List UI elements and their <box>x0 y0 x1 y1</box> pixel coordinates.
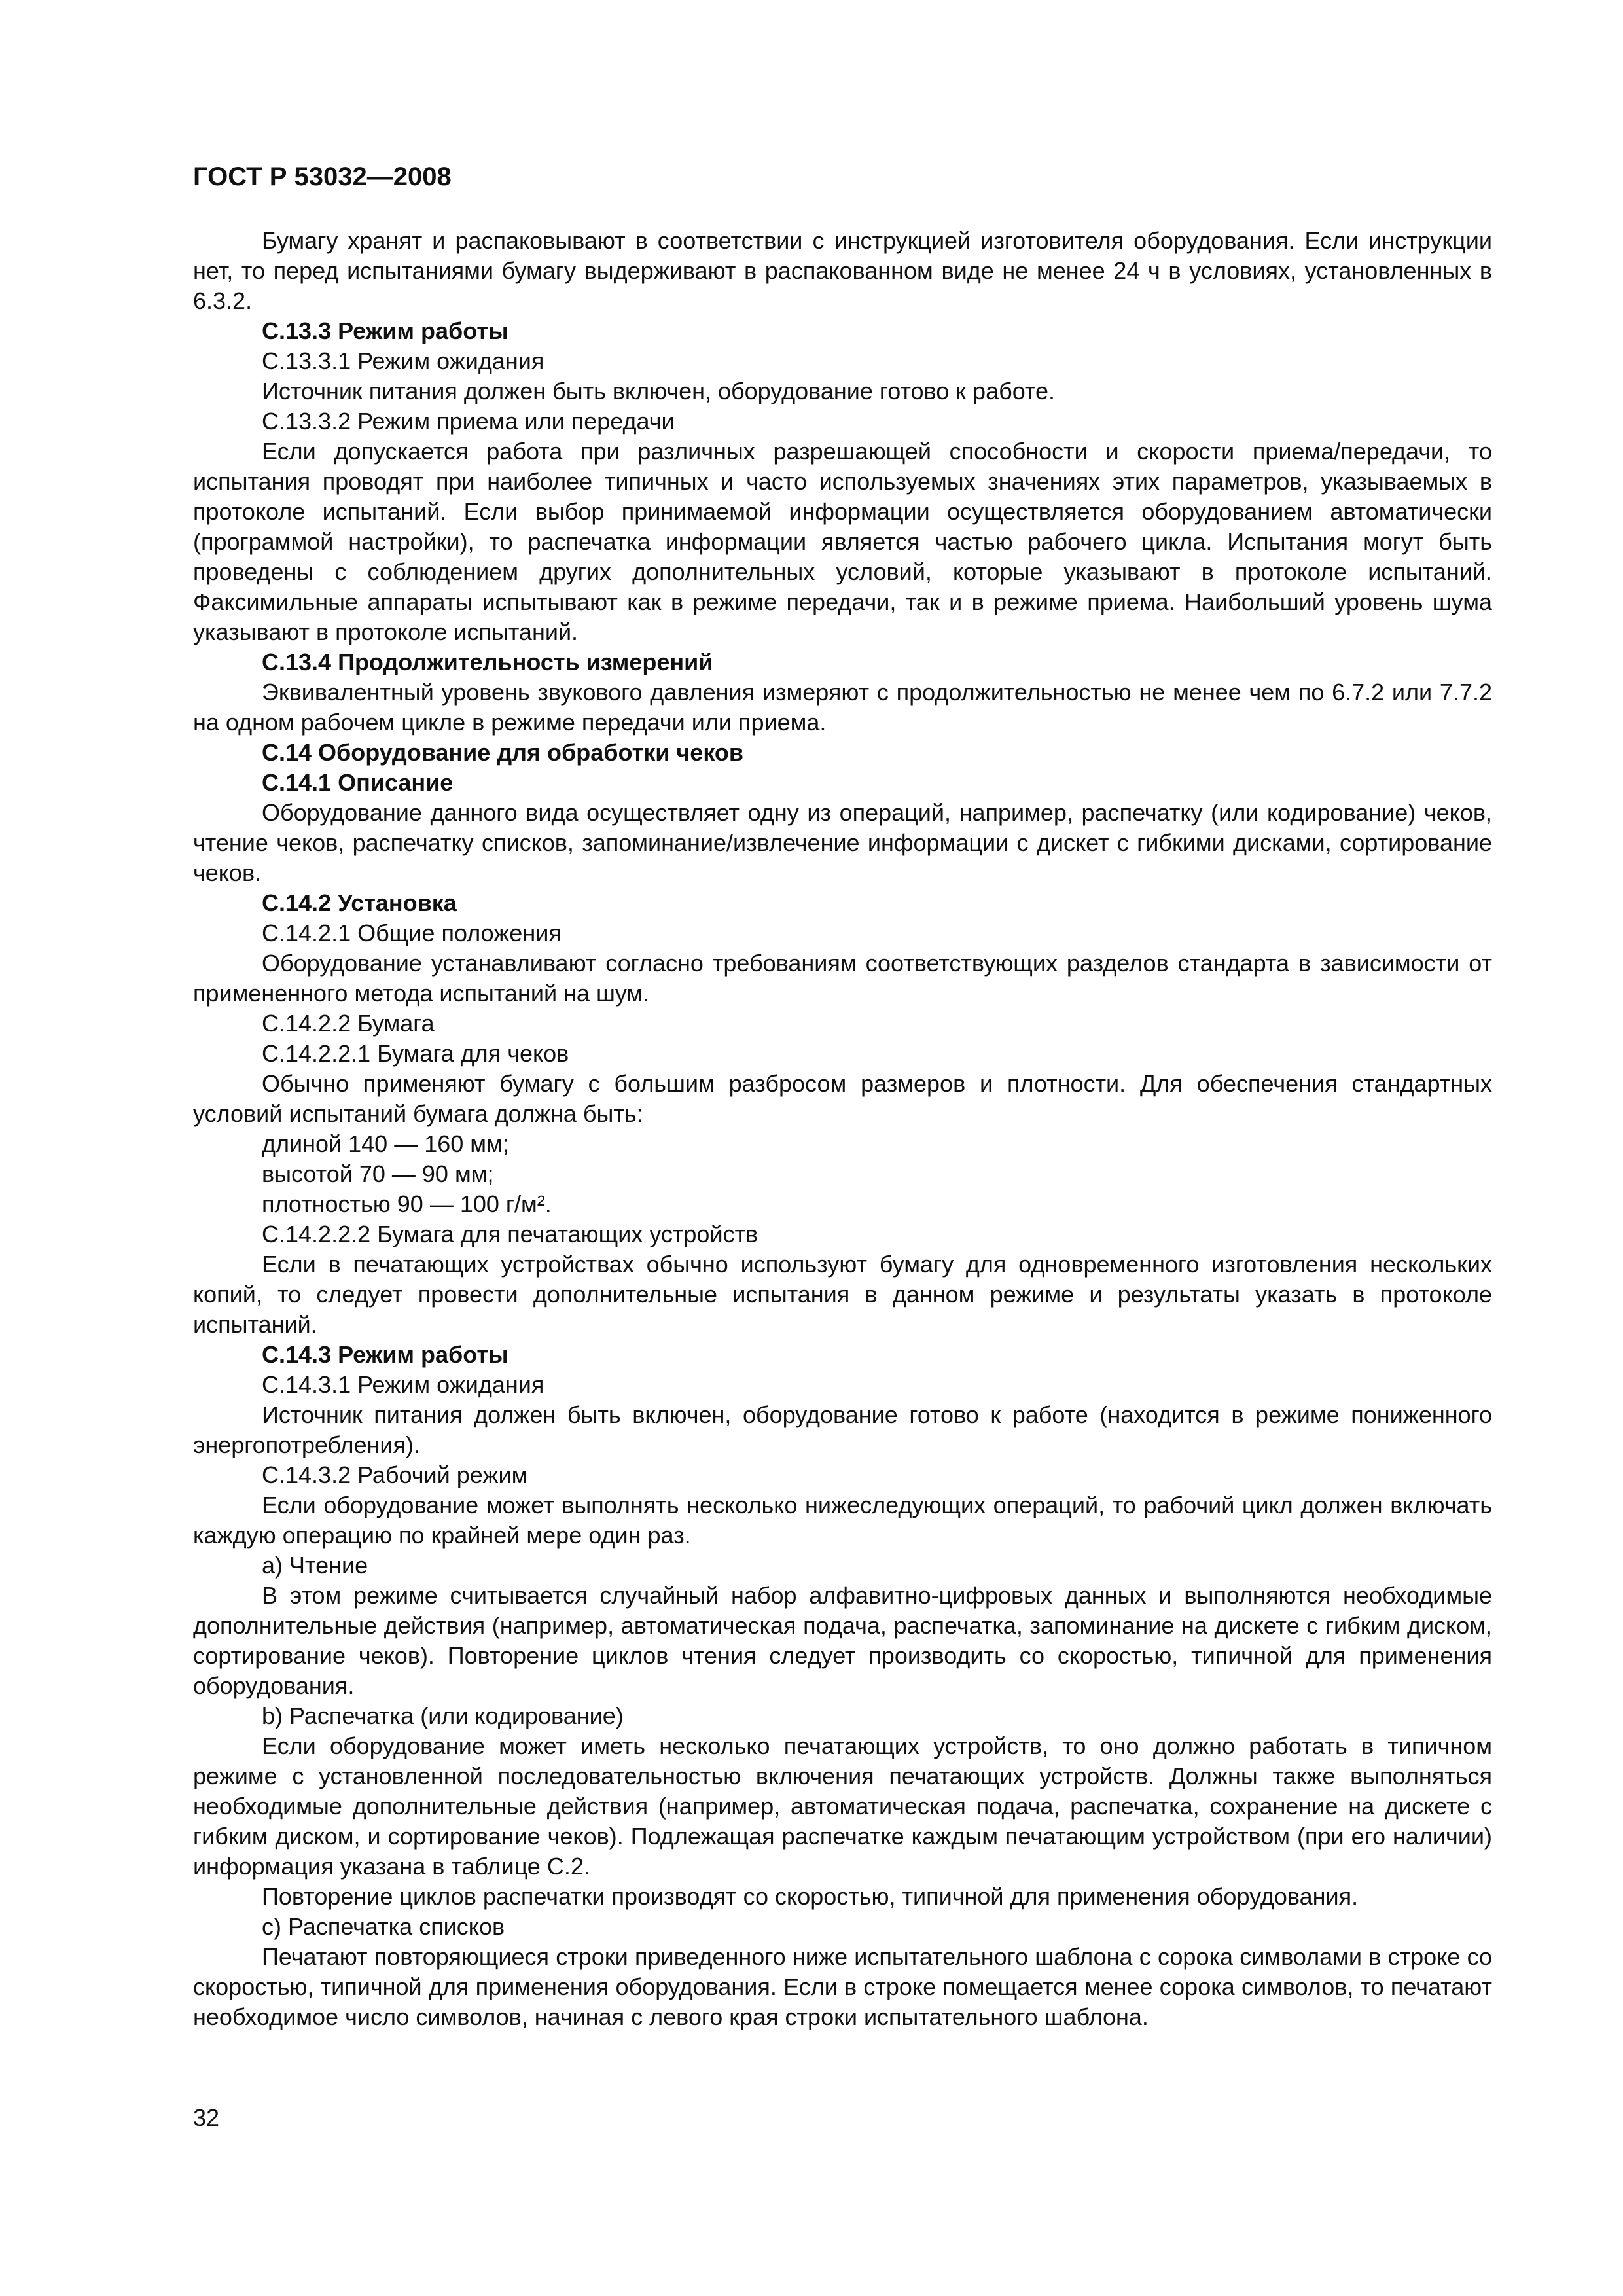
paragraph-standby-power: Источник питания должен быть включен, оборудование готово к работе. <box>262 378 1056 404</box>
heading-c-14: С.14 Оборудование для обработки чеков <box>262 739 743 766</box>
subheading-c-13-3-2: С.13.3.2 Режим приема или передачи <box>262 408 675 435</box>
paragraph-check-paper: Обычно применяют бумагу с большим разбросом размеров и плотности. Для обеспечения стандартных условий испытаний бумага должна быть: <box>193 1070 1492 1127</box>
subheading-c-13-3-1: С.13.3.1 Режим ожидания <box>262 348 544 374</box>
subheading-c-14-2-2-2: С.14.2.2.2 Бумага для печатающих устройств <box>262 1221 758 1247</box>
heading-c-14-2: С.14.2 Установка <box>262 889 457 916</box>
heading-c-13-4: С.13.4 Продолжительность измерений <box>262 649 713 675</box>
paragraph-standby-low-power: Источник питания должен быть включен, оборудование готово к работе (находится в режиме пониженного энергопотребления). <box>193 1401 1492 1458</box>
heading-c-14-1: С.14.1 Описание <box>262 769 454 796</box>
paragraph-receive-transmit: Если допускается работа при различных разрешающей способности и скорости приема/передачи, то испытания проводят при наиболее типичных и часто используемых значениях этих параметров, указываемых в протоколе испытаний. Если выбор принимаемой информации осуществляется оборудованием автоматически (программой настройки), то распечатка информации является частью рабочего цикла. Испытания могут быть проведены с соблюдением других дополнительных условий, которые указывают в протоколе испытаний. Факсимильные аппараты испытывают как в режиме передачи, так и в режиме приема. Наибольший уровень шума указывают в протоколе испытаний. <box>193 438 1492 645</box>
paragraph-working-cycle: Если оборудование может выполнять несколько нижеследующих операций, то рабочий цикл должен включать каждую операцию по крайней мере один раз. <box>193 1492 1492 1549</box>
paragraph-list-printing: Печатают повторяющиеся строки приведенного ниже испытательного шаблона с сорока символами в строке со скоростью, типичной для применения оборудования. Если в строке помещается менее сорока символов, то печатают необходимое число символов, начиная с левого края строки испытательного шаблона. <box>193 1943 1492 2030</box>
paragraph-printing-mode: Если оборудование может иметь несколько печатающих устройств, то оно должно работать в типичном режиме с установленной последовательностью включения печатающих устройств. Должны также выполняться необходимые дополнительные действия (например, автоматическая подача, распечатка, сохранение на дискете с гибким диском, и сортирование чеков). Подлежащая распечатке каждым печатающим устройством (при его наличии) информация указана в таблице С.2. <box>193 1732 1492 1880</box>
paragraph-printer-paper: Если в печатающих устройствах обычно используют бумагу для одновременного изготовления нескольких копий, то следует провести дополнительные испытания в данном режиме и результаты указать в протоколе испытаний. <box>193 1251 1492 1338</box>
list-item-printing: b) Распечатка (или кодирование) <box>262 1702 624 1729</box>
heading-c-13-3: С.13.3 Режим работы <box>262 317 508 344</box>
list-item-length: длиной 140 — 160 мм; <box>262 1130 509 1157</box>
subheading-c-14-2-2: С.14.2.2 Бумага <box>262 1010 435 1037</box>
heading-c-14-3: С.14.3 Режим работы <box>262 1341 508 1368</box>
list-item-height: высотой 70 — 90 мм; <box>262 1160 494 1187</box>
page-number: 32 <box>193 2104 220 2131</box>
list-item-list-printing: с) Распечатка списков <box>262 1913 505 1940</box>
list-item-density: плотностью 90 — 100 г/м². <box>262 1191 552 1217</box>
subheading-c-14-2-1: С.14.2.1 Общие положения <box>262 920 562 946</box>
subheading-c-14-3-2: С.14.3.2 Рабочий режим <box>262 1462 528 1488</box>
document-page <box>193 160 1492 2032</box>
list-item-reading: а) Чтение <box>262 1552 368 1579</box>
paragraph-reading-mode: В этом режиме считывается случайный набор алфавитно-цифровых данных и выполняются необходимые дополнительные действия (например, автоматическая подача, распечатка, запоминание на дискете с гибким диском, сортирование чеков). Повторение циклов чтения следует производить со скоростью, типичной для применения оборудования. <box>193 1582 1492 1699</box>
paragraph-measurement-duration: Эквивалентный уровень звукового давления измеряют с продолжительностью не менее чем по 6.7.2 или 7.7.2 на одном рабочем цикле в режиме передачи или приема. <box>193 679 1492 736</box>
paragraph-installation: Оборудование устанавливают согласно требованиям соответствующих разделов стандарта в зависимости от примененного метода испытаний на шум. <box>193 950 1492 1007</box>
paragraph-paper-storage: Бумагу хранят и распаковывают в соответствии с инструкцией изготовителя оборудования. Если инструкции нет, то перед испытаниями бумагу выдерживают в распакованном виде не менее 24 ч в условиях, установленных в 6.3.2. <box>193 227 1492 314</box>
subheading-c-14-3-1: С.14.3.1 Режим ожидания <box>262 1371 544 1398</box>
subheading-c-14-2-2-1: С.14.2.2.1 Бумага для чеков <box>262 1040 569 1067</box>
document-header: ГОСТ Р 53032—2008 <box>193 162 452 191</box>
paragraph-printing-repeat: Повторение циклов распечатки производят со скоростью, типичной для применения оборудования. <box>262 1883 1359 1910</box>
paragraph-equipment-description: Оборудование данного вида осуществляет одну из операций, например, распечатку (или кодирование) чеков, чтение чеков, распечатку списков, запоминание/извлечение информации с дискет с гибкими дисками, сортирование чеков. <box>193 799 1492 886</box>
